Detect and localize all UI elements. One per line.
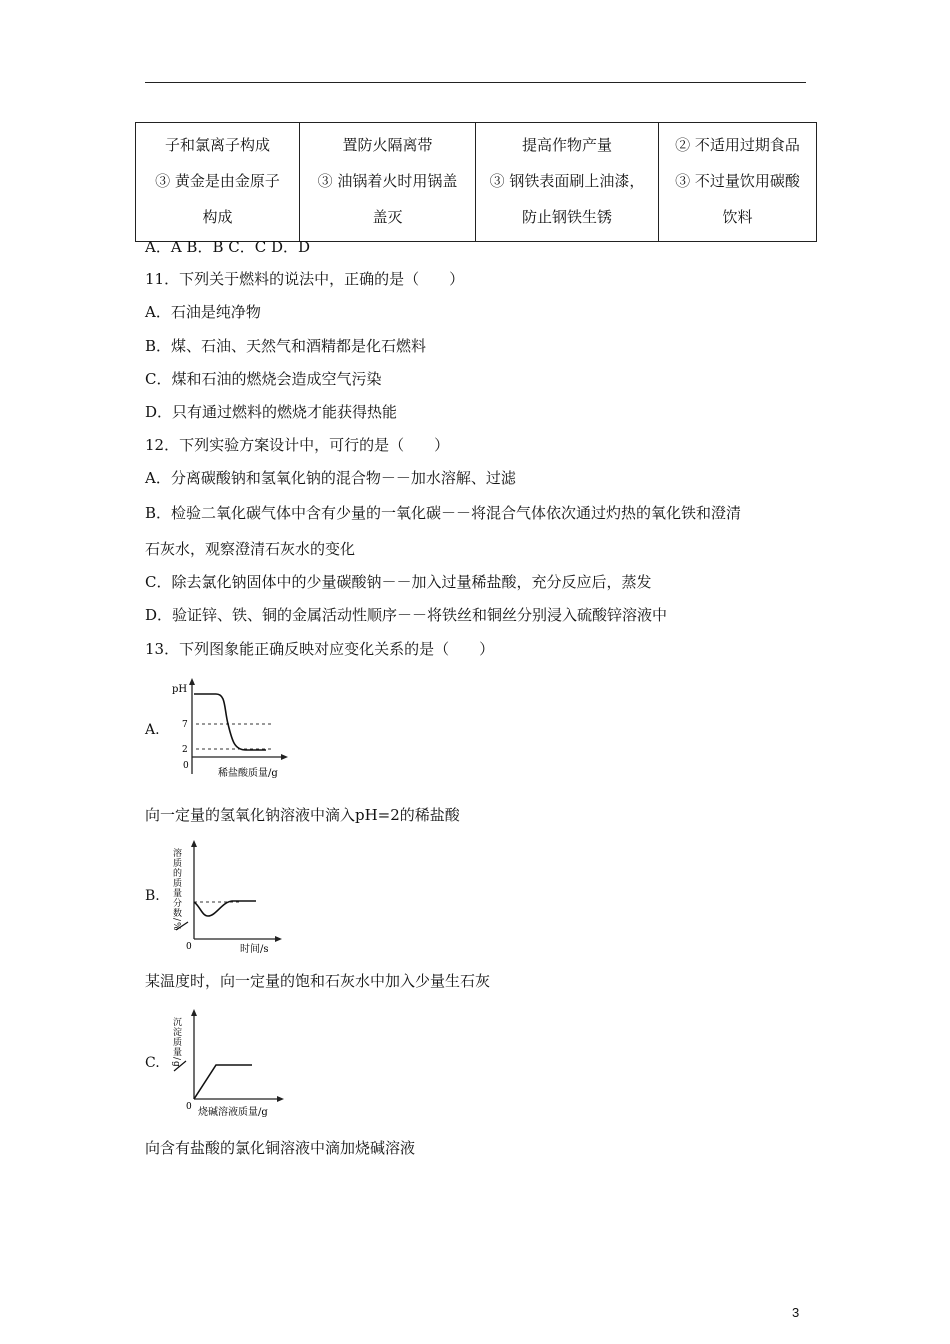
cell-line: 盖灭 <box>372 208 403 226</box>
table-cell-col2 <box>300 123 476 242</box>
q11-stem: 11．下列关于燃料的说法中，正确的是（ ） <box>145 270 465 288</box>
y-axis-label: pH <box>172 684 188 695</box>
tick-label: 7 <box>182 720 188 730</box>
cell-line: 防止钢铁生锈 <box>521 208 612 226</box>
q12-option-d: D．验证锌、铁、铜的金属活动性顺序－－将铁丝和铜丝分别浸入硫酸锌溶液中 <box>145 606 668 624</box>
figure-a-graph <box>166 674 296 784</box>
x-axis-arrow-icon <box>275 936 282 942</box>
q12-option-a: A．分离碳酸钠和氢氧化钠的混合物－－加水溶解、过滤 <box>145 469 516 487</box>
origin-label: 0 <box>183 761 189 771</box>
figure-a-letter: A. <box>145 722 160 738</box>
summary-table <box>135 122 817 242</box>
header-rule <box>145 82 806 83</box>
figure-c-letter: C. <box>145 1055 160 1071</box>
page-number: 3 <box>792 1305 800 1320</box>
cell-line: 置防火隔离带 <box>342 136 433 154</box>
q10-options: A．A B．B C．C D．D <box>145 238 311 256</box>
table-cell-col3 <box>476 123 659 242</box>
tick-label: 2 <box>182 745 188 755</box>
x-axis-arrow-icon <box>277 1096 284 1102</box>
x-axis-label: 稀盐酸质量/g <box>218 768 278 779</box>
cell-line: ③ 钢铁表面刷上油漆， <box>489 172 645 190</box>
q11-option-d: D．只有通过燃料的燃烧才能获得热能 <box>145 403 398 421</box>
q12-option-b-line2: 石灰水，观察澄清石灰水的变化 <box>145 540 356 558</box>
cell-line: ③ 不过量饮用碳酸 <box>675 172 800 190</box>
y-axis-arrow-icon <box>191 840 197 847</box>
figure-b <box>170 834 290 959</box>
x-axis-arrow-icon <box>281 754 288 760</box>
origin-label: 0 <box>186 1102 192 1112</box>
concentration-curve <box>194 901 256 916</box>
cell-line: 子和氯离子构成 <box>164 136 270 154</box>
figure-b-graph <box>170 834 290 959</box>
table-cell-col1 <box>136 123 300 242</box>
q12-stem: 12．下列实验方案设计中，可行的是（ ） <box>145 436 450 454</box>
x-axis-label: 烧碱溶液质量/g <box>198 1107 268 1118</box>
figure-b-caption: 某温度时，向一定量的饱和石灰水中加入少量生石灰 <box>145 972 491 990</box>
y-axis-arrow-icon <box>189 678 195 685</box>
y-axis-arrow-icon <box>191 1009 197 1016</box>
cell-line: ② 不适用过期食品 <box>675 136 800 154</box>
q12-option-c: C．除去氯化钠固体中的少量碳酸钠－－加入过量稀盐酸，充分反应后，蒸发 <box>145 573 652 591</box>
precipitate-curve <box>194 1065 252 1099</box>
cell-line: 饮料 <box>722 208 753 226</box>
figure-c <box>168 1003 293 1121</box>
ph-curve <box>194 694 266 750</box>
figure-c-graph <box>168 1003 293 1121</box>
q11-option-a: A．石油是纯净物 <box>145 303 261 321</box>
cell-line: 提高作物产量 <box>521 136 612 154</box>
y-axis-label: 溶质的质量分数/% <box>171 848 181 932</box>
y-axis-label: 沉淀质量/g <box>171 1017 181 1068</box>
table-row <box>136 123 817 242</box>
figure-b-letter: B. <box>145 888 160 904</box>
cell-line: ③ 黄金是由金原子 <box>155 172 280 190</box>
figure-a-caption: 向一定量的氢氧化钠溶液中滴入pH=2的稀盐酸 <box>145 806 460 824</box>
q11-option-b: B．煤、石油、天然气和酒精都是化石燃料 <box>145 337 427 355</box>
figure-c-caption: 向含有盐酸的氯化铜溶液中滴加烧碱溶液 <box>145 1139 416 1157</box>
x-axis-label: 时间/s <box>240 944 269 955</box>
cell-line: 构成 <box>202 208 233 226</box>
cell-line: ③ 油锅着火时用锅盖 <box>317 172 458 190</box>
q13-stem: 13．下列图象能正确反映对应变化关系的是（ ） <box>145 640 495 658</box>
origin-label: 0 <box>186 942 192 952</box>
q11-option-c: C．煤和石油的燃烧会造成空气污染 <box>145 370 382 388</box>
table-cell-col4 <box>659 123 817 242</box>
q12-option-b-line1: B．检验二氧化碳气体中含有少量的一氧化碳－－将混合气体依次通过灼热的氧化铁和澄清 <box>145 504 742 522</box>
figure-a <box>166 674 296 784</box>
